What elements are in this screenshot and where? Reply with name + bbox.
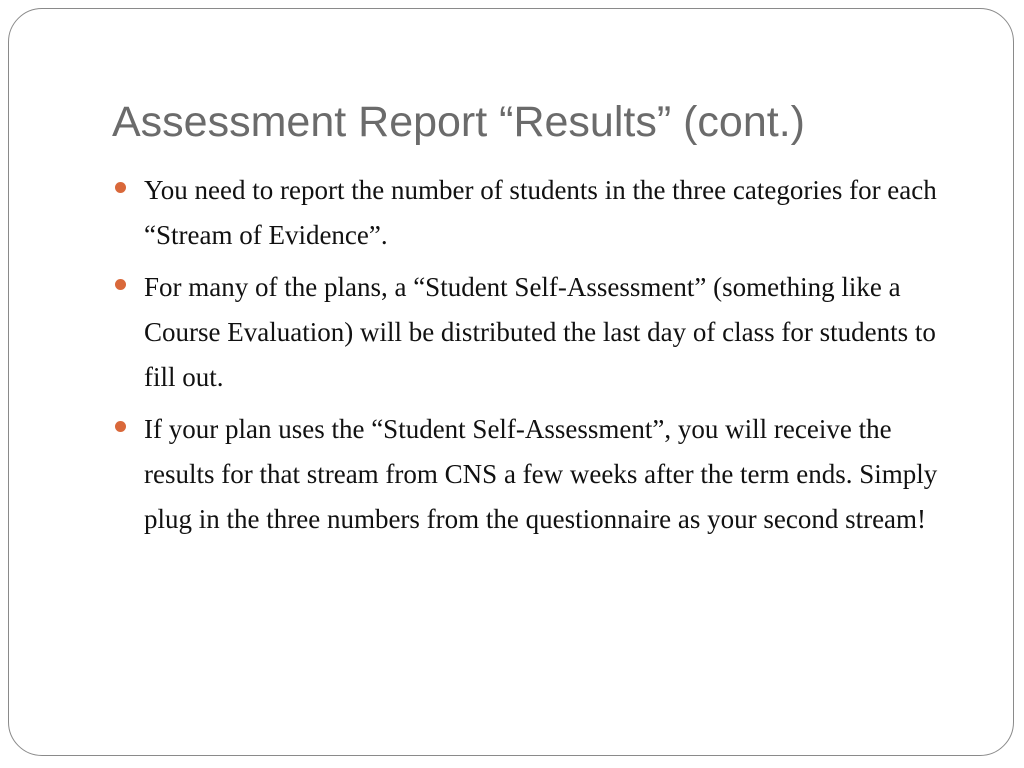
bullet-item <box>144 407 954 542</box>
bullet-item <box>144 265 954 400</box>
bullet-text: If your plan uses the “Student Self-Assessment”, you will receive the results for that stream from CNS a few weeks after the term ends. Simply plug in the three numbers from the questionnaire as your second stream! <box>144 414 938 534</box>
bullet-dot-icon <box>115 279 126 290</box>
bullet-dot-icon <box>115 182 126 193</box>
bullet-item <box>144 168 954 258</box>
bullet-text: You need to report the number of students in the three categories for each “Stream of Evidence”. <box>144 175 937 250</box>
bullet-list <box>144 168 954 549</box>
bullet-text: For many of the plans, a “Student Self-Assessment” (something like a Course Evaluation) will be distributed the last day of class for students to fill out. <box>144 272 936 392</box>
slide-title: Assessment Report “Results” (cont.) <box>112 98 805 146</box>
bullet-dot-icon <box>115 421 126 432</box>
